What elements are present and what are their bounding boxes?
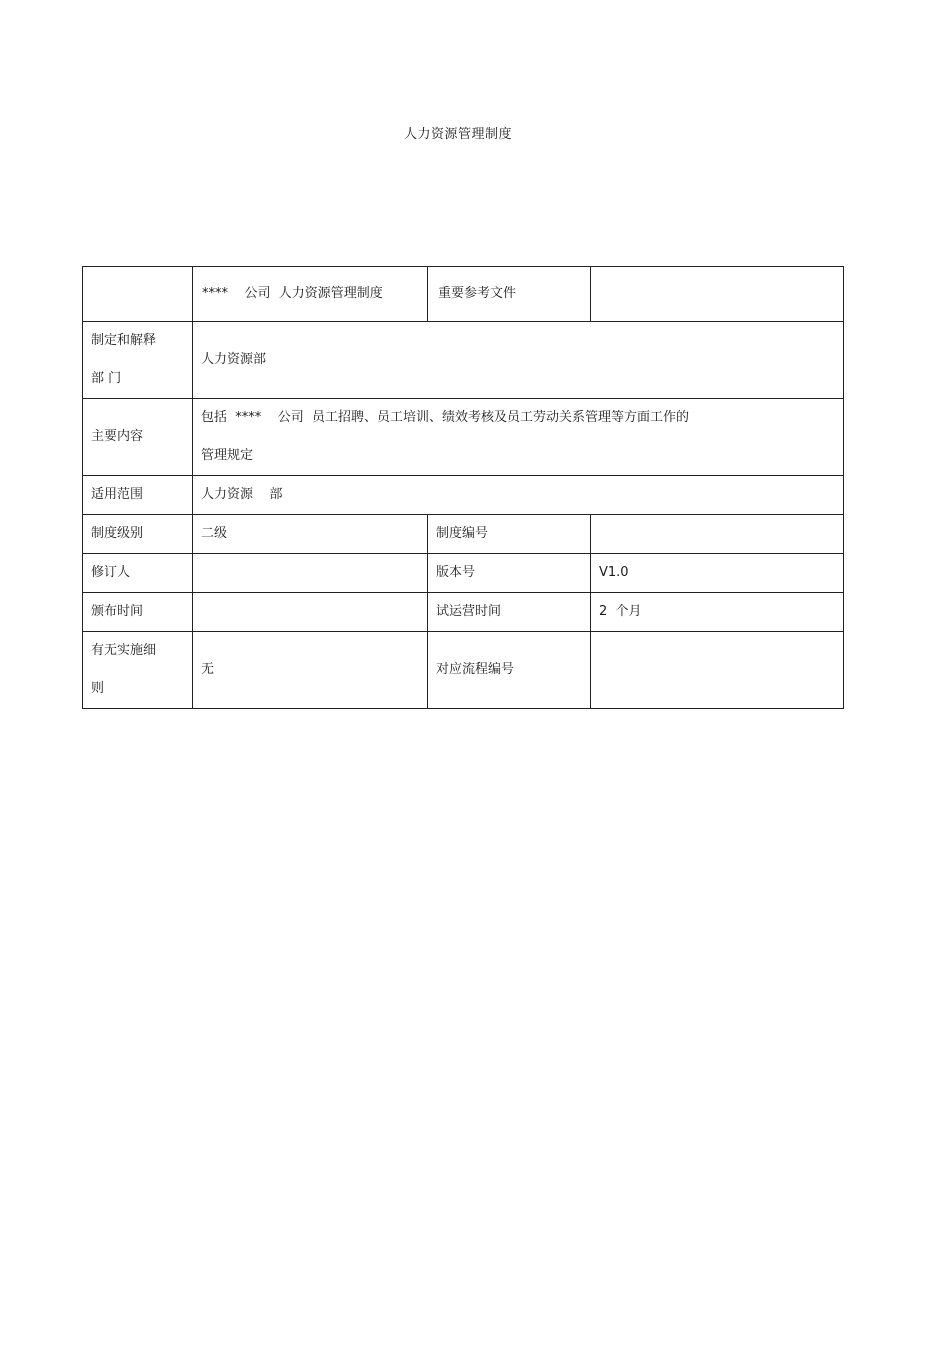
row-implementation-rules (83, 632, 844, 709)
implementation-rules-label-line1: 有无实施细 (91, 643, 157, 658)
policy-level-label: 制度级别 (83, 515, 193, 554)
row-reviser (83, 554, 844, 593)
row-policy-level (83, 515, 844, 554)
reference-docs-label: 重要参考文件 (428, 267, 591, 322)
row-scope (83, 476, 844, 515)
issue-date-value (193, 593, 428, 632)
department-label (83, 322, 193, 399)
row-department (83, 322, 844, 399)
version-label: 版本号 (428, 554, 591, 593)
document-title: 人力资源管理制度 (403, 127, 512, 142)
department-value: 人力资源部 (193, 322, 844, 399)
issue-date-label: 颁布时间 (83, 593, 193, 632)
process-number-value (591, 632, 844, 709)
reference-docs-value (591, 267, 844, 322)
main-content-line2: 管理规定 (201, 448, 254, 463)
trial-period-label: 试运营时间 (428, 593, 591, 632)
empty-cell (83, 267, 193, 322)
implementation-rules-label-line2: 则 (91, 681, 105, 696)
main-content-label: 主要内容 (83, 399, 193, 476)
policy-number-label: 制度编号 (428, 515, 591, 554)
main-content-line1: 包括 **** 公司 员工招聘、员工培训、绩效考核及员工劳动关系管理等方面工作的 (201, 410, 690, 425)
scope-value: 人力资源 部 (193, 476, 844, 515)
policy-info-table (82, 266, 844, 709)
row-document-name (83, 267, 844, 322)
document-name-value: **** 公司 人力资源管理制度 (193, 267, 428, 322)
version-value: V1.0 (591, 554, 844, 593)
policy-level-value: 二级 (193, 515, 428, 554)
main-content-value (193, 399, 844, 476)
row-main-content (83, 399, 844, 476)
reviser-label: 修订人 (83, 554, 193, 593)
policy-number-value (591, 515, 844, 554)
row-issue-date (83, 593, 844, 632)
process-number-label: 对应流程编号 (428, 632, 591, 709)
department-label-line1: 制定和解释 (91, 333, 157, 348)
implementation-rules-label (83, 632, 193, 709)
implementation-rules-value: 无 (193, 632, 428, 709)
trial-period-value: 2 个月 (591, 593, 844, 632)
department-label-line2: 部 门 (91, 371, 122, 386)
scope-label: 适用范围 (83, 476, 193, 515)
reviser-value (193, 554, 428, 593)
